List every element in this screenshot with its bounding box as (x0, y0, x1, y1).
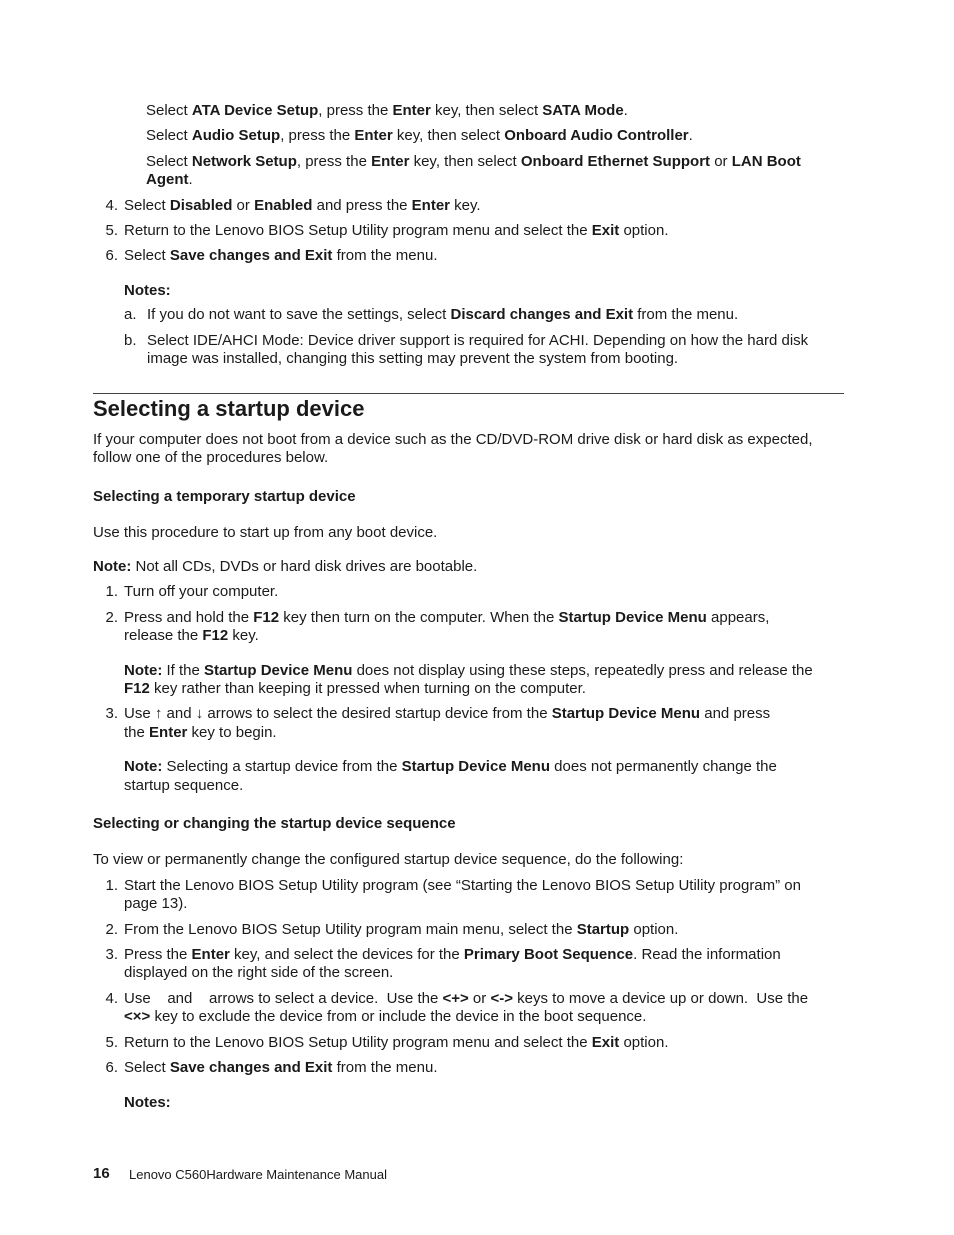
step-number: 6. (105, 1059, 118, 1076)
section-divider (93, 393, 844, 394)
seq-step-1-text-cont: page 13). (124, 895, 188, 912)
step-network-line: Select Network Setup, press the Enter key, then select Onboard Ethernet Support or LAN Boot (146, 153, 801, 170)
temp-step-3-note-cont: startup sequence. (124, 777, 244, 794)
seq-step-3-text-cont: displayed on the right side of the screen. (124, 964, 394, 981)
temp-step-3-text-cont: the Enter key to begin. (124, 724, 277, 741)
intro-text-cont: follow one of the procedures below. (93, 449, 329, 466)
step-6-text: Select Save changes and Exit from the menu. (124, 247, 438, 264)
step-number: 5. (105, 222, 118, 239)
temp-step-2-text-cont: release the F12 key. (124, 627, 259, 644)
temp-step-2-text: Press and hold the F12 key then turn on the computer. When the Startup Device Menu appears, (124, 609, 770, 626)
step-ata-line: Select ATA Device Setup, press the Enter key, then select SATA Mode. (146, 102, 628, 119)
temp-step-2-note-cont: F12 key rather than keeping it pressed when turning on the computer. (124, 680, 586, 697)
step-number: 3. (105, 946, 118, 963)
step-number: 2. (105, 609, 118, 626)
footer-title: Lenovo C560Hardware Maintenance Manual (129, 1167, 387, 1182)
step-number: 2. (105, 921, 118, 938)
sequence-para: To view or permanently change the configured startup device sequence, do the following: (93, 851, 684, 868)
seq-step-5-text: Return to the Lenovo BIOS Setup Utility program menu and select the Exit option. (124, 1034, 669, 1051)
page-number: 16 (93, 1165, 110, 1182)
sequence-notes-label: Notes: (124, 1094, 171, 1111)
note-b-text: Select IDE/AHCI Mode: Device driver support is required for ACHI. Depending on how the hard disk (147, 332, 809, 349)
temporary-para: Use this procedure to start up from any boot device. (93, 524, 438, 541)
note-b-text-cont: image was installed, changing this setting may prevent the system from booting. (147, 350, 679, 367)
section-title: Selecting a startup device (93, 396, 365, 421)
step-number: 3. (105, 705, 118, 722)
seq-step-4-text: Use and arrows to select a device. Use the <+> or <-> keys to move a device up or down. Use the (124, 990, 809, 1007)
notes-label: Notes: (124, 282, 171, 299)
subsection-title-temporary: Selecting a temporary startup device (93, 488, 356, 505)
seq-step-3-text: Press the Enter key, and select the devices for the Primary Boot Sequence. Read the information (124, 946, 781, 963)
note-letter: b. (124, 332, 137, 349)
temp-step-3-note: Note: Selecting a startup device from the Startup Device Menu does not permanently change the (124, 758, 777, 775)
seq-step-4-text-cont: <×> key to exclude the device from or include the device in the boot sequence. (124, 1008, 647, 1025)
note-a-text: If you do not want to save the settings, select Discard changes and Exit from the menu. (147, 306, 739, 323)
temp-step-3-text: Use ↑ and ↓ arrows to select the desired startup device from the Startup Device Menu and press (124, 705, 771, 722)
temp-step-1-text: Turn off your computer. (124, 583, 279, 600)
step-number: 1. (105, 877, 118, 894)
step-network-line-cont: Agent. (146, 171, 193, 188)
subsection-title-sequence: Selecting or changing the startup device sequence (93, 815, 456, 832)
seq-step-1-text: Start the Lenovo BIOS Setup Utility program (see “Starting the Lenovo BIOS Setup Utility program” on (124, 877, 801, 894)
seq-step-2-text: From the Lenovo BIOS Setup Utility program main menu, select the Startup option. (124, 921, 679, 938)
temp-step-2-note: Note: If the Startup Device Menu does not display using these steps, repeatedly press and release the (124, 662, 813, 679)
step-number: 6. (105, 247, 118, 264)
step-number: 4. (105, 990, 118, 1007)
step-number: 4. (105, 197, 118, 214)
step-4-text: Select Disabled or Enabled and press the Enter key. (124, 197, 481, 214)
seq-step-6-text: Select Save changes and Exit from the menu. (124, 1059, 438, 1076)
note-letter: a. (124, 306, 137, 323)
step-number: 1. (105, 583, 118, 600)
temporary-note: Note: Not all CDs, DVDs or hard disk drives are bootable. (93, 558, 478, 575)
step-number: 5. (105, 1034, 118, 1051)
step-5-text: Return to the Lenovo BIOS Setup Utility program menu and select the Exit option. (124, 222, 669, 239)
intro-text: If your computer does not boot from a device such as the CD/DVD-ROM drive disk or hard disk as expected, (93, 431, 813, 448)
step-audio-line: Select Audio Setup, press the Enter key, then select Onboard Audio Controller. (146, 127, 693, 144)
